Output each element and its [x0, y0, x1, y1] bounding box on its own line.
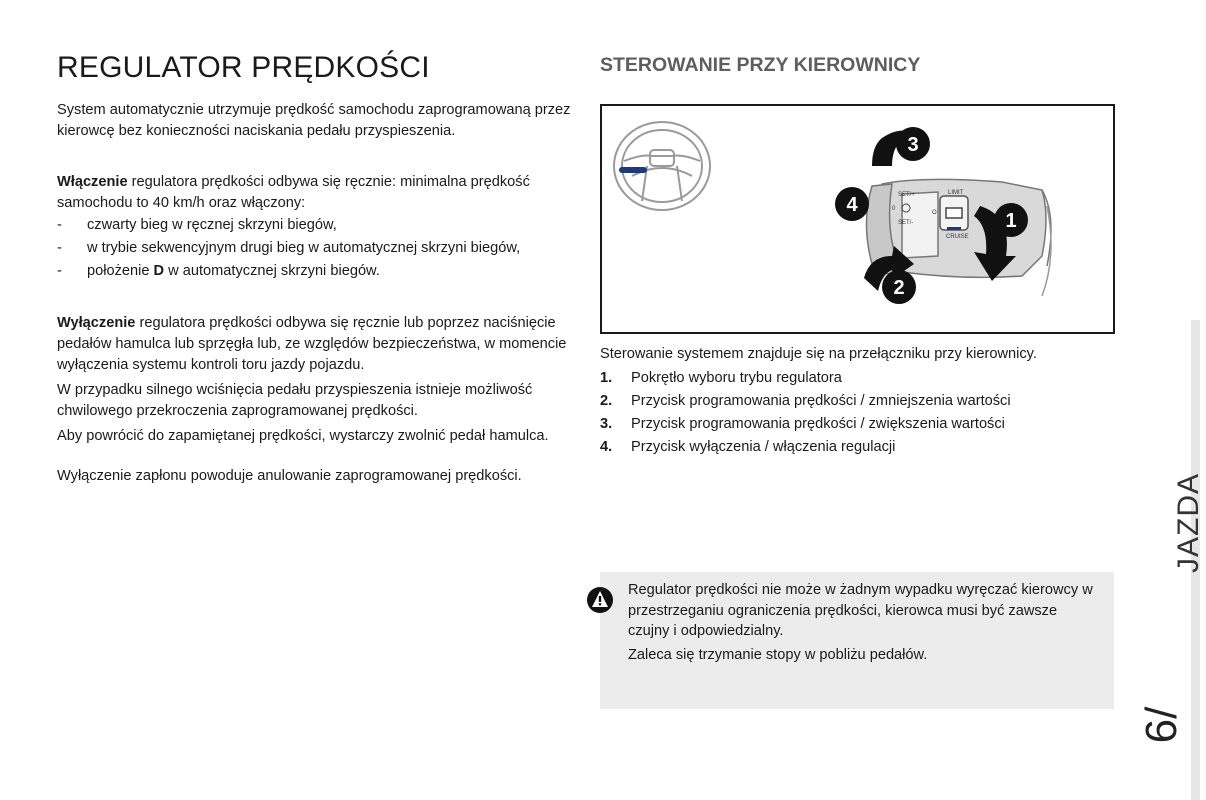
activation-text: regulatora prędkości odbywa się ręcznie: minimalna prędkość samochodu to 40 km/h oraz włączony: [57, 174, 530, 211]
figure-caption [600, 344, 1115, 459]
caption-text: Sterowanie systemem znajduje się na przełączniku przy kierownicy. [600, 346, 1037, 362]
warning-note [600, 572, 1114, 709]
intro-paragraph: System automatycznie utrzymuje prędkość samochodu zaprogramowaną przez kierowcę bez konieczności naciskania pedału przyspieszenia. [57, 102, 571, 139]
set-minus-label: SET/- [898, 220, 914, 226]
activation-bold: Włączenie [57, 174, 128, 190]
o-label: O [932, 210, 937, 216]
cruise-label: CRUISE [946, 234, 969, 240]
list-item: - czwarty bieg w ręcznej skrzyni biegów, [57, 217, 337, 233]
list-item: 1. Pokrętło wyboru trybu regulatora [600, 370, 842, 386]
list-item: 4. Przycisk wyłączenia / włączenia regulacji [600, 439, 896, 455]
steering-control-figure [600, 104, 1115, 334]
zero-label: 0 [892, 206, 896, 212]
note-paragraph-1: Regulator prędkości nie może w żadnym wypadku wyręczać kierowcy w przestrzeganiu ograniczenia prędkości, kierowca musi być zawsze czujny i odpowiedzialny. [628, 582, 1093, 639]
callout-1: 1 [1005, 210, 1017, 232]
limit-label: LIMIT [948, 190, 964, 196]
overspeed-paragraph: W przypadku silnego wciśnięcia pedału przyspieszenia istnieje możliwość chwilowego przekroczenia zaprogramowanej prędkości. [57, 382, 533, 419]
deactivation-text: regulatora prędkości odbywa się ręcznie lub poprzez naciśnięcie pedałów hamulca lub sprzęgła lub, ze względów bezpieczeństwa, w momencie wyłączenia systemu kontroli toru jazdy pojazdu. [57, 315, 567, 373]
note-text [628, 580, 1098, 665]
deactivation-bold: Wyłączenie [57, 315, 136, 331]
chapter-number: 6/ [1137, 706, 1186, 744]
set-plus-label: SET/+ [898, 192, 915, 198]
deactivation-paragraph [57, 313, 577, 376]
list-item: - w trybie sekwencyjnym drugi bieg w automatycznej skrzyni biegów, [57, 240, 521, 256]
right-column [600, 50, 1115, 455]
section-title: STEROWANIE PRZY KIEROWNICY [600, 54, 921, 76]
activation-paragraph [57, 172, 577, 214]
steering-control-illustration [602, 106, 1113, 332]
list-item: 3. Przycisk programowania prędkości / zwiększenia wartości [600, 416, 1005, 432]
ignition-paragraph: Wyłączenie zapłonu powoduje anulowanie zaprogramowanej prędkości. [57, 468, 522, 484]
info-icon [586, 586, 614, 614]
callout-4: 4 [846, 194, 858, 216]
resume-paragraph: Aby powrócić do zapamiętanej prędkości, wystarczy zwolnić pedał hamulca. [57, 428, 549, 444]
activation-conditions-list [57, 214, 577, 283]
list-item: - położenie D w automatycznej skrzyni biegów. [57, 263, 380, 279]
control-items-list [600, 367, 1115, 459]
left-column [57, 50, 577, 487]
callout-3: 3 [907, 134, 919, 156]
page-title: REGULATOR PRĘDKOŚCI [57, 51, 430, 84]
callout-2: 2 [893, 277, 905, 299]
list-item: 2. Przycisk programowania prędkości / zmniejszenia wartości [600, 393, 1011, 409]
steering-wheel-icon [614, 122, 710, 210]
note-paragraph-2: Zaleca się trzymanie stopy w pobliżu pedałów. [628, 646, 928, 663]
